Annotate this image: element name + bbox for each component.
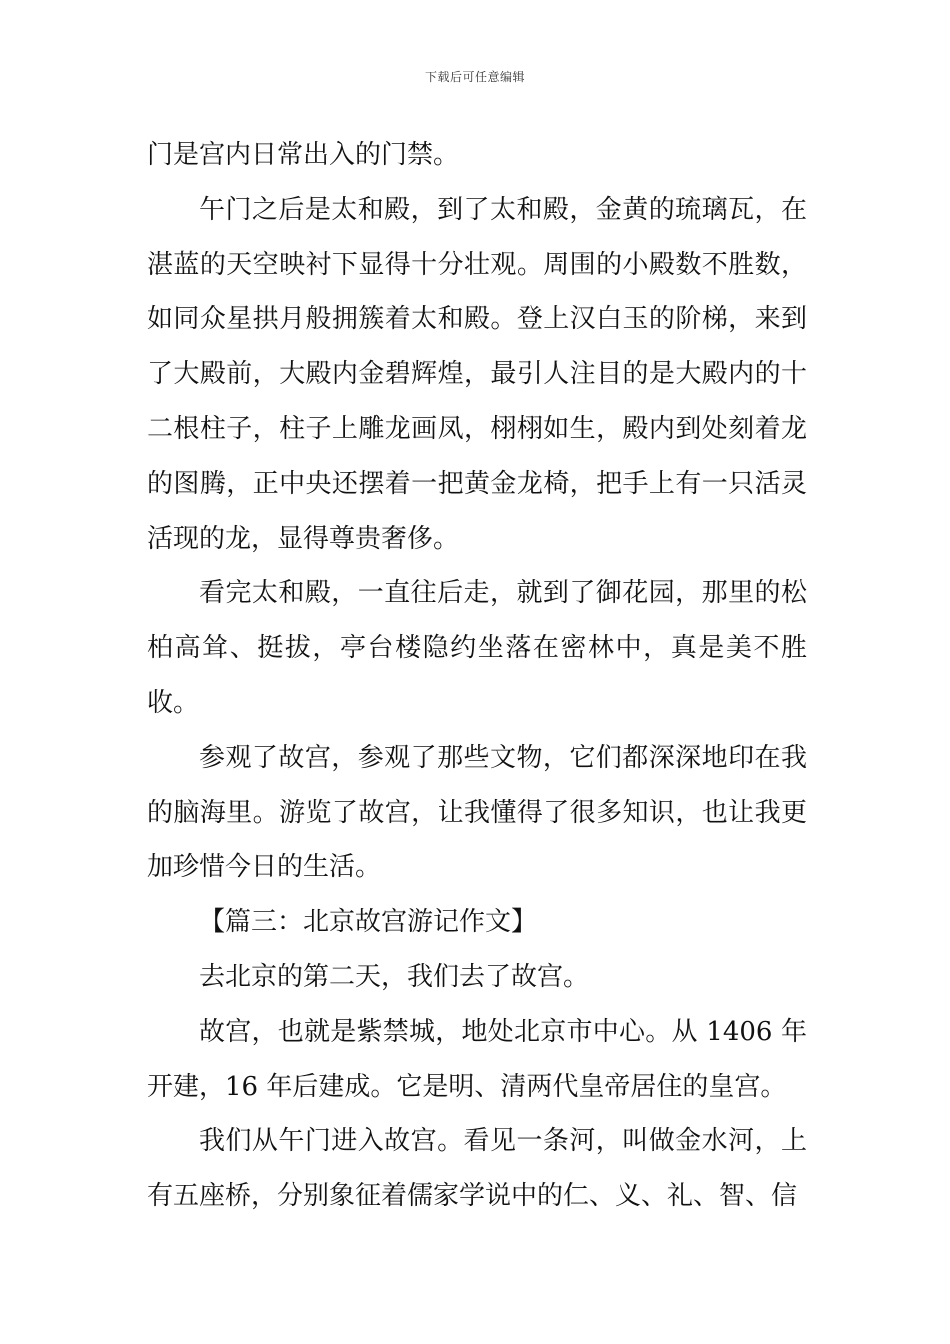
- page-header: 下载后可任意编辑: [424, 70, 525, 84]
- paragraph: 参观了故宫，参观了那些文物，它们都深深地印在我的脑海里。游览了故宫，让我懂得了很多知识，也让我更加珍惜今日的生活。: [147, 742, 807, 883]
- paragraph: 故宫，也就是紫禁城，地处北京市中心。从 1406 年开建，16 年后建成。它是明、清两代皇帝居住的皇宫。: [147, 1016, 807, 1102]
- paragraph: 看完太和殿，一直往后走，就到了御花园，那里的松柏高耸、挺拔，亭台楼隐约坐落在密林中，真是美不胜收。: [147, 578, 807, 718]
- paragraph: 午门之后是太和殿，到了太和殿，金黄的琉璃瓦，在湛蓝的天空映衬下显得十分壮观。周围的小殿数不胜数，如同众星拱月般拥簇着太和殿。登上汉白玉的阶梯，来到了大殿前，大殿内金碧辉煌，最引人注目的是大殿内的十二根柱子，柱子上雕龙画凤，栩栩如生，殿内到处刻着龙的图腾，正中央还摆着一把黄金龙椅，把手上有一只活灵活现的龙，显得尊贵奢侈。: [147, 194, 807, 554]
- section-heading: 【篇三：北京故宫游记作文】: [199, 907, 538, 938]
- document-body: [147, 128, 807, 1224]
- paragraph: 我们从午门进入故宫。看见一条河，叫做金水河，上有五座桥，分别象征着儒家学说中的仁、义、礼、智、信: [147, 1126, 807, 1212]
- paragraph: 门是宫内日常出入的门禁。: [147, 140, 460, 170]
- paragraph: 去北京的第二天，我们去了故宫。: [199, 961, 590, 992]
